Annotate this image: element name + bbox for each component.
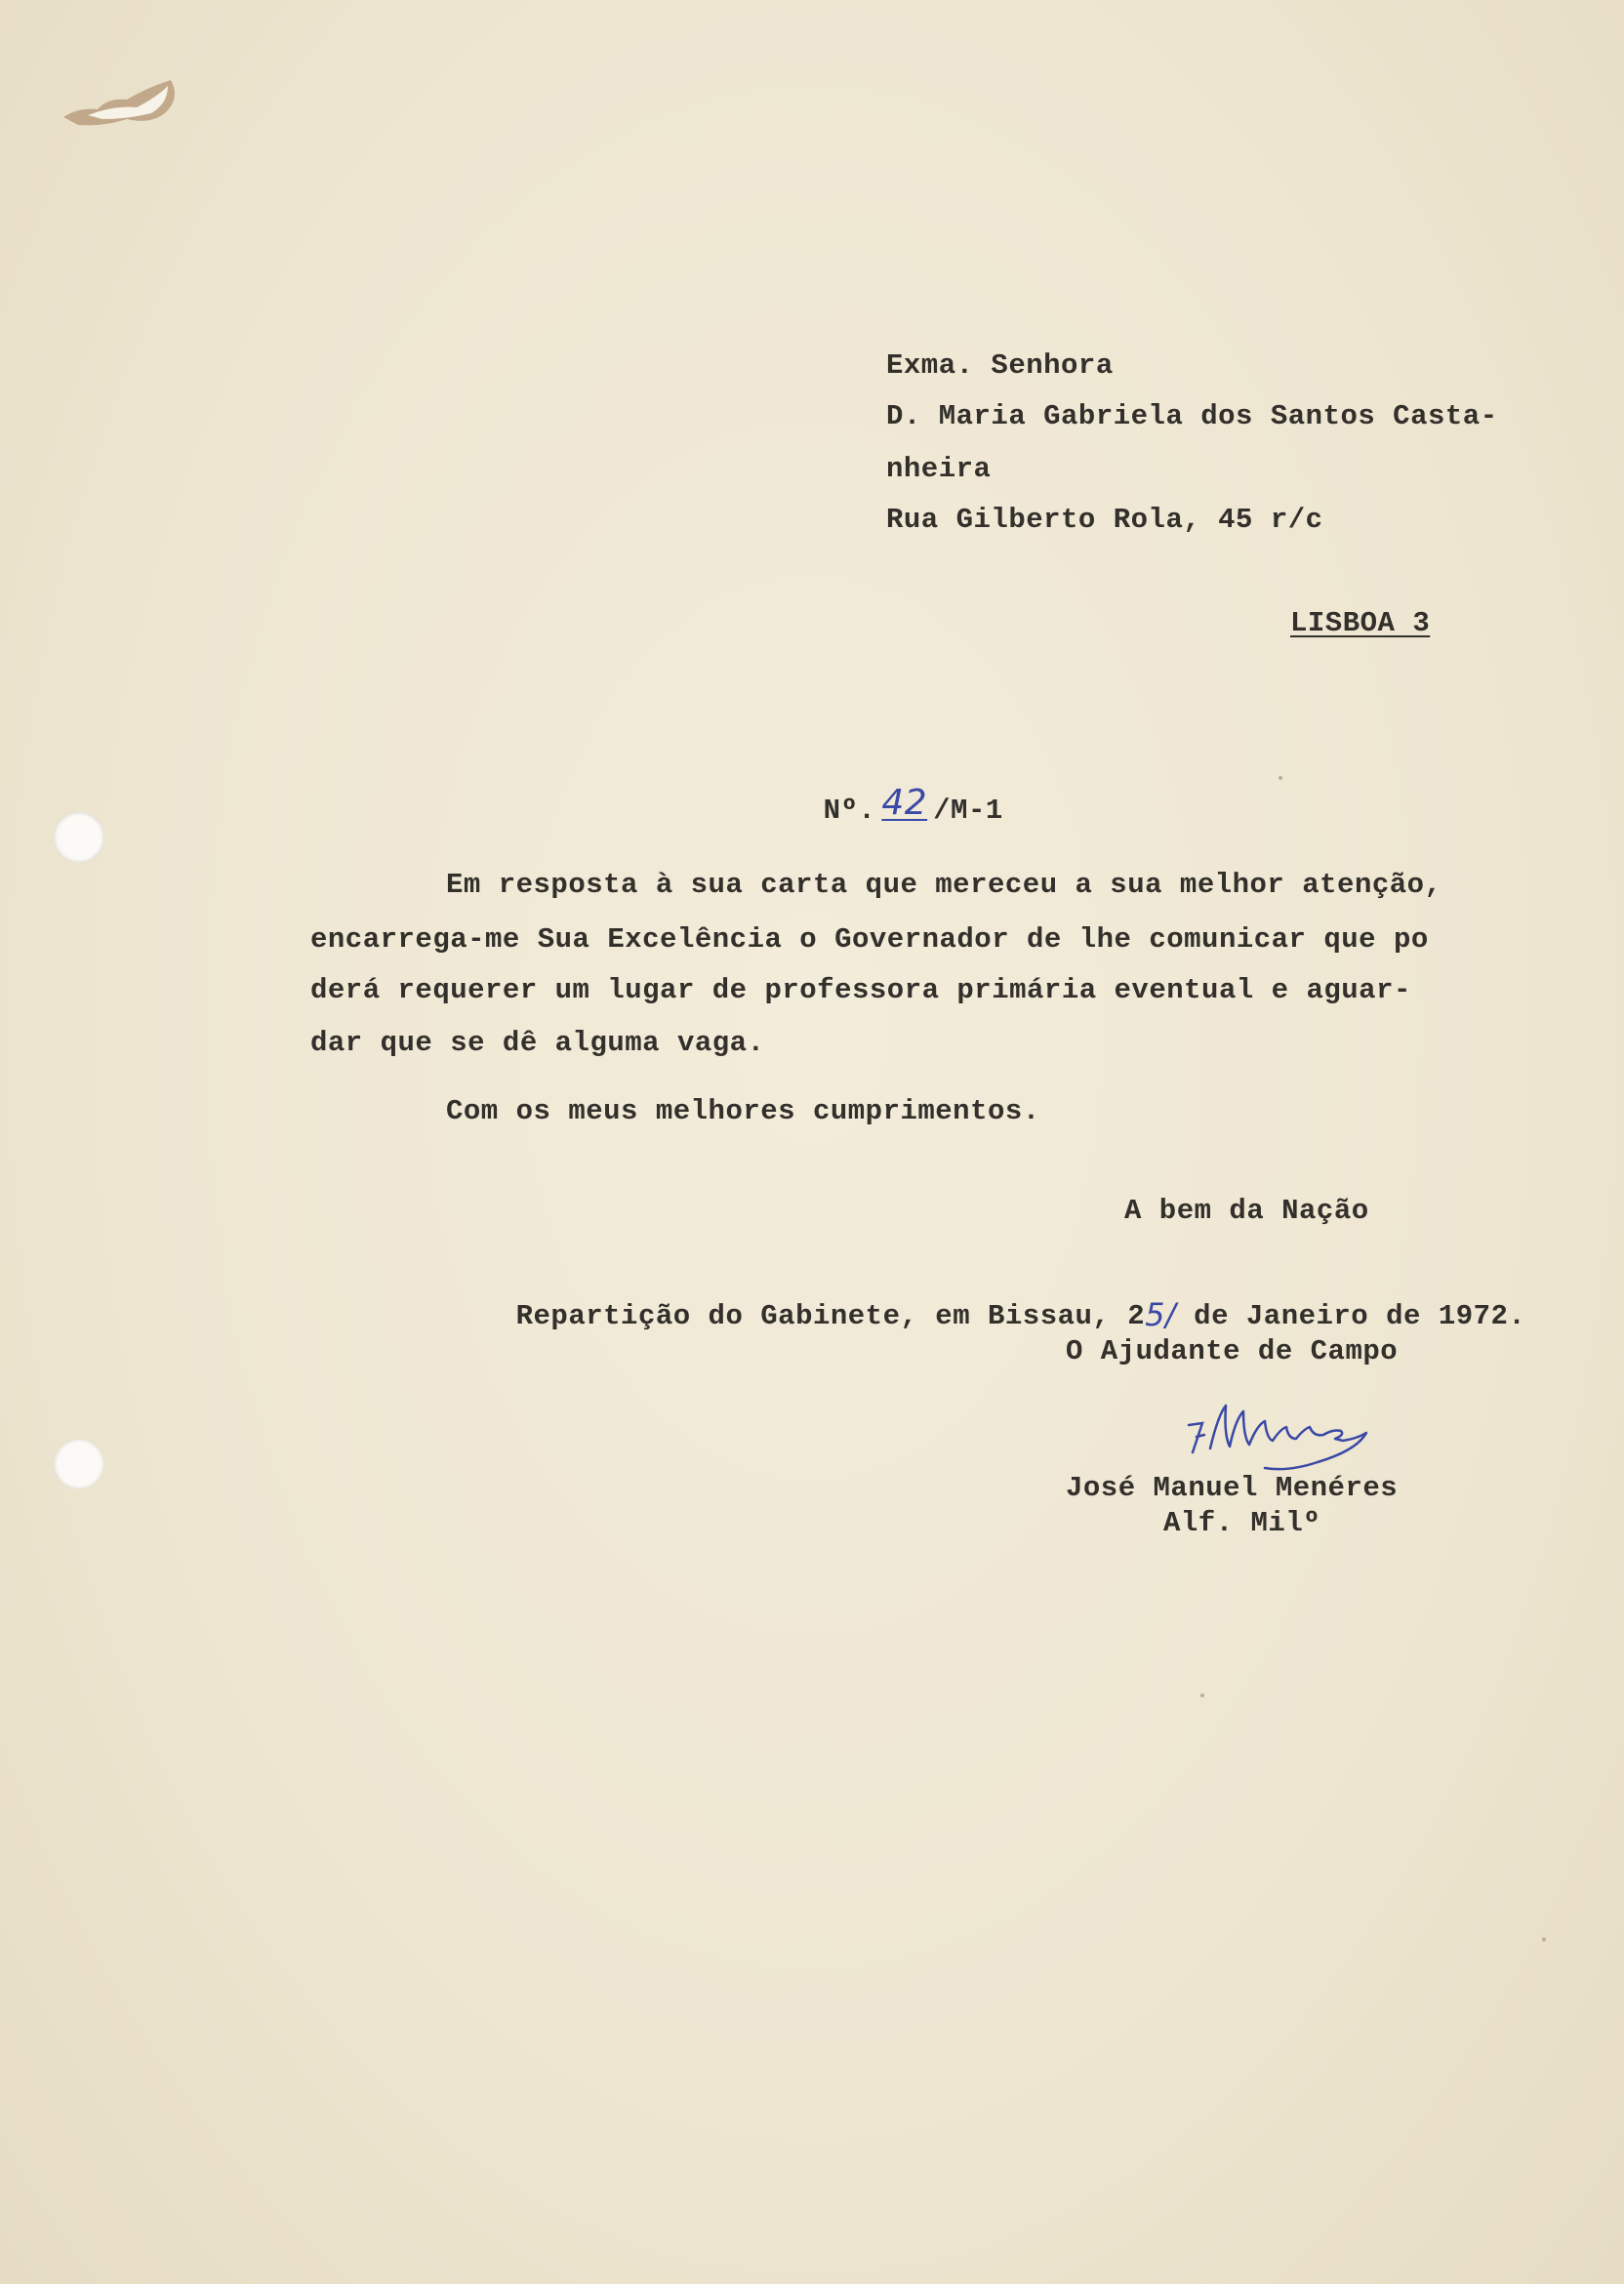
place-date-suffix: de Janeiro de 1972.	[1176, 1300, 1526, 1332]
body-line-2: encarrega-me Sua Excelência o Governador de lhe comunicar que po	[310, 923, 1429, 956]
recipient-salutation: Exma. Senhora	[886, 349, 1114, 382]
reference-prefix: Nº.	[823, 795, 876, 827]
closing-line: Com os meus melhores cumprimentos.	[446, 1095, 1040, 1127]
recipient-address: Rua Gilberto Rola, 45 r/c	[886, 504, 1323, 536]
body-line-4: dar que se dê alguma vaga.	[310, 1027, 765, 1059]
motto: A bem da Nação	[1124, 1195, 1369, 1227]
paper-speck	[1542, 1937, 1546, 1941]
signatory-rank: Alf. Milº	[1163, 1507, 1321, 1539]
handwritten-signature	[1171, 1386, 1425, 1474]
paper-speck	[1279, 776, 1282, 780]
reference-number-handwritten: 42	[881, 783, 928, 823]
day-handwritten: 5/	[1145, 1296, 1177, 1333]
body-line-3: derá requerer um lugar de professora primária eventual e aguar-	[310, 974, 1411, 1006]
body-line-1: Em resposta à sua carta que mereceu a sua melhor atenção,	[446, 869, 1442, 901]
signatory-role: O Ajudante de Campo	[1066, 1335, 1399, 1367]
punch-hole-upper	[54, 812, 104, 863]
recipient-name-line1: D. Maria Gabriela dos Santos Casta-	[886, 400, 1498, 432]
recipient-city: LISBOA 3	[1290, 607, 1431, 639]
punch-hole-lower	[54, 1439, 104, 1489]
place-date-prefix: Repartição do Gabinete, em Bissau, 2	[515, 1300, 1146, 1332]
reference-number	[753, 761, 1003, 853]
reference-suffix: /M-1	[933, 795, 1003, 827]
paper-speck	[1200, 1693, 1204, 1697]
torn-corner-mark	[59, 68, 185, 137]
signatory-name: José Manuel Menéres	[1066, 1472, 1399, 1504]
recipient-name-line2: nheira	[886, 453, 992, 485]
